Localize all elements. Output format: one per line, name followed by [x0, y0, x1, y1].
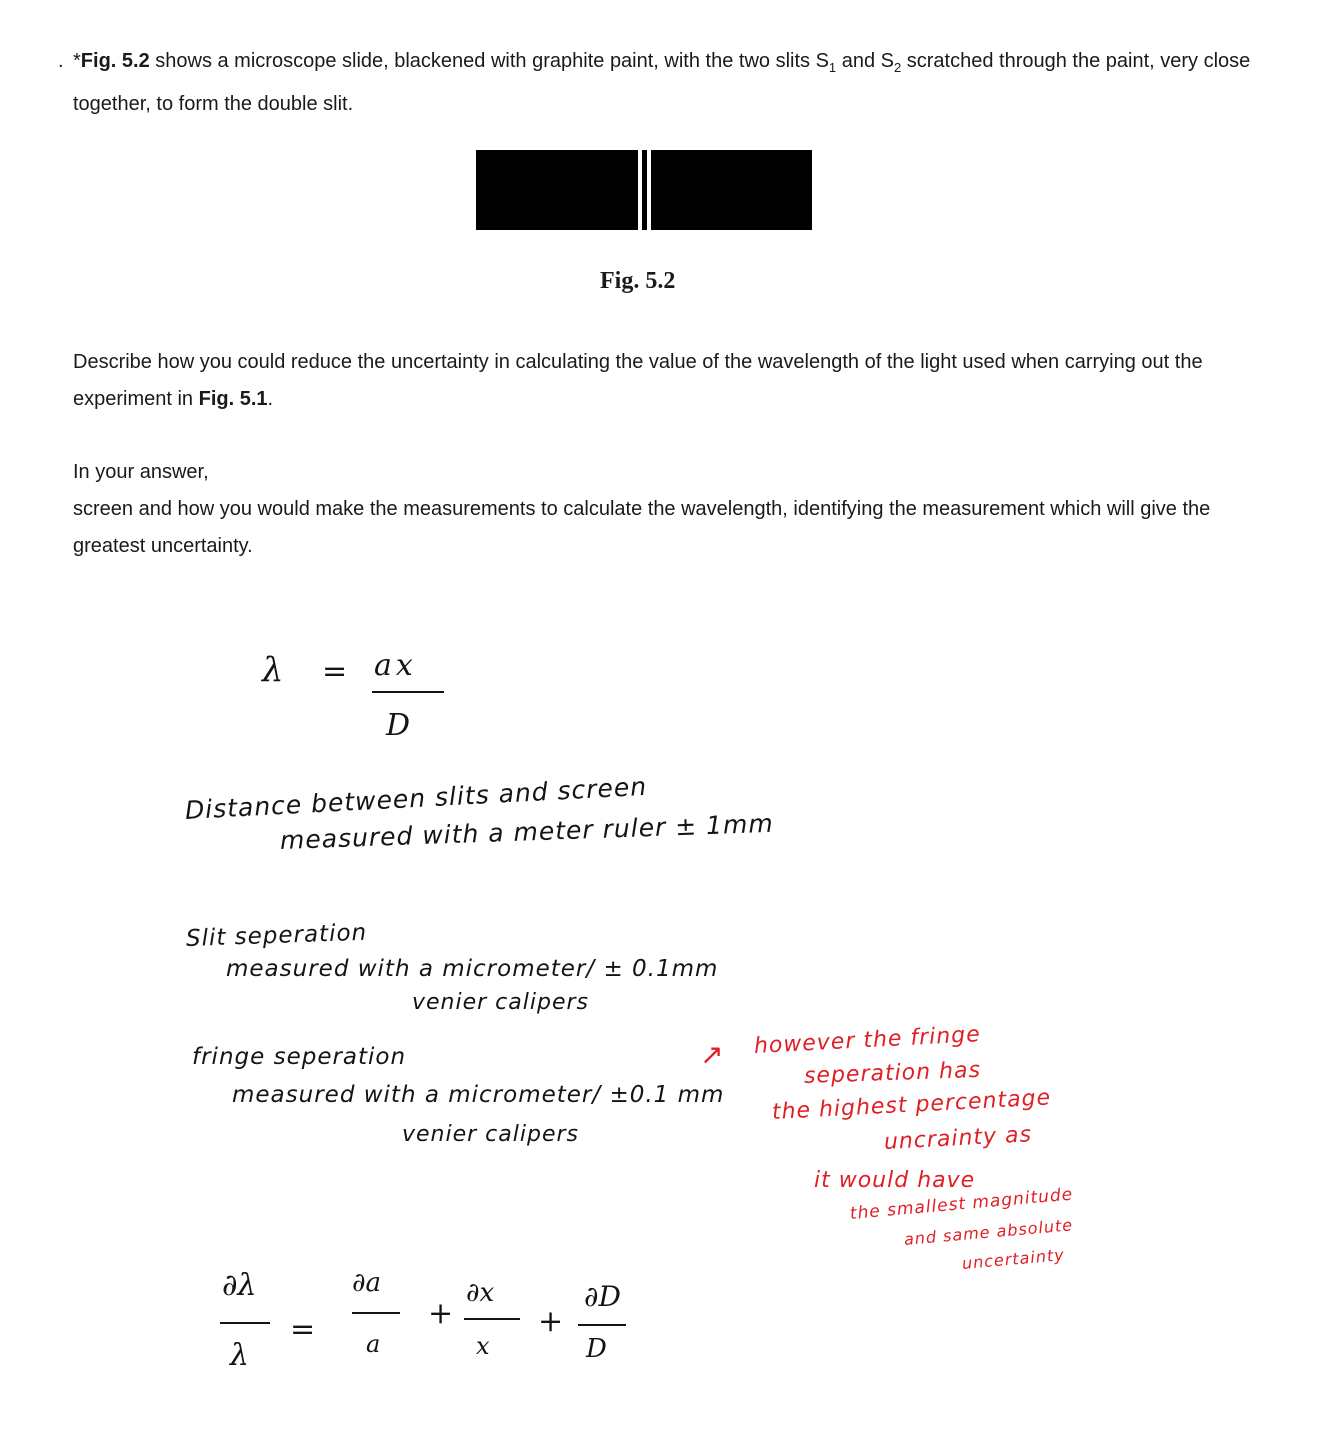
err-term3-fraction-line: [578, 1324, 626, 1326]
intro-text-b: and S: [836, 50, 894, 72]
fringe-heading: fringe seperation: [192, 1044, 407, 1070]
task-text: Describe how you could reduce the uncertainty in calculating the value of the wavelength of the light used when carrying out the experiment in: [73, 351, 1203, 410]
formula-equals: =: [322, 654, 348, 689]
err-term3-numerator: ∂D: [584, 1280, 621, 1313]
err-term2-fraction-line: [464, 1318, 520, 1320]
question-bullet: .: [58, 50, 64, 72]
err-plus-2: +: [538, 1304, 564, 1339]
question-instructions: [73, 454, 1273, 565]
slit-alt-instrument: venier calipers: [412, 990, 589, 1015]
annotation-line-5: it would have: [814, 1168, 976, 1193]
slit-method: measured with a micrometer/ ± 0.1mm: [226, 956, 719, 982]
err-equals: =: [290, 1312, 316, 1347]
err-term3-denominator: D: [586, 1334, 607, 1364]
distance-method: measured with a meter ruler ± 1mm: [279, 808, 775, 855]
annotation-line-4: uncrainty as: [883, 1122, 1033, 1155]
double-slit-slide-figure: [476, 150, 812, 230]
intro-text-c: scratched through the paint, very close together, to form the double slit.: [73, 50, 1251, 115]
annotation-line-8: uncertainty: [961, 1245, 1066, 1273]
err-lhs-denominator: λ: [230, 1338, 250, 1373]
task-fig-reference: Fig. 5.1: [198, 388, 268, 410]
question-star: *: [73, 50, 81, 72]
formula-fraction-line: [372, 691, 444, 693]
formula-lambda: λ: [262, 650, 284, 690]
formula-denominator: D: [386, 708, 411, 743]
instructions-line-2: screen and how you would make the measurements to calculate the wavelength, identifying the measurement which will give the greatest uncertainty.: [73, 498, 1211, 557]
figure-caption: Fig. 5.2: [600, 268, 676, 294]
err-term1-numerator: ∂a: [352, 1268, 381, 1298]
fringe-alt-instrument: venier calipers: [402, 1122, 579, 1147]
intro-text-a: shows a microscope slide, blackened with graphite paint, with the two slits S: [149, 50, 829, 72]
annotation-line-3: the highest percentage: [771, 1085, 1052, 1125]
slide-graphite-paint: [476, 150, 812, 230]
subscript-2: 2: [893, 60, 902, 75]
annotation-line-1: however the fringe: [753, 1022, 982, 1059]
slit-s1: [638, 150, 642, 230]
slit-s2: [647, 150, 651, 230]
err-plus-1: +: [428, 1296, 454, 1331]
err-term2-numerator: ∂x: [466, 1278, 495, 1308]
annotation-line-6: the smallest magnitude: [849, 1184, 1074, 1224]
fringe-method: measured with a micrometer/ ±0.1 mm: [232, 1082, 725, 1108]
err-lhs-numerator: ∂λ: [222, 1268, 257, 1303]
slit-heading: Slit seperation: [185, 919, 368, 952]
question-intro-paragraph: [73, 43, 1273, 123]
fig-reference: Fig. 5.2: [80, 50, 150, 72]
formula-numerator: ax: [374, 648, 417, 683]
distance-heading: Distance between slits and screen: [184, 771, 648, 825]
annotation-line-7: and same absolute: [903, 1215, 1074, 1249]
subscript-1: 1: [828, 60, 837, 75]
question-task-paragraph: [73, 344, 1273, 418]
task-end: .: [267, 388, 274, 410]
err-term1-denominator: a: [366, 1330, 381, 1358]
err-term2-denominator: x: [476, 1332, 490, 1360]
err-term1-fraction-line: [352, 1312, 400, 1314]
instructions-line-1: In your answer,: [73, 461, 209, 483]
err-lhs-fraction-line: [220, 1322, 270, 1324]
annotation-arrow-icon: ↗: [700, 1038, 725, 1071]
annotation-line-2: seperation has: [803, 1057, 982, 1089]
